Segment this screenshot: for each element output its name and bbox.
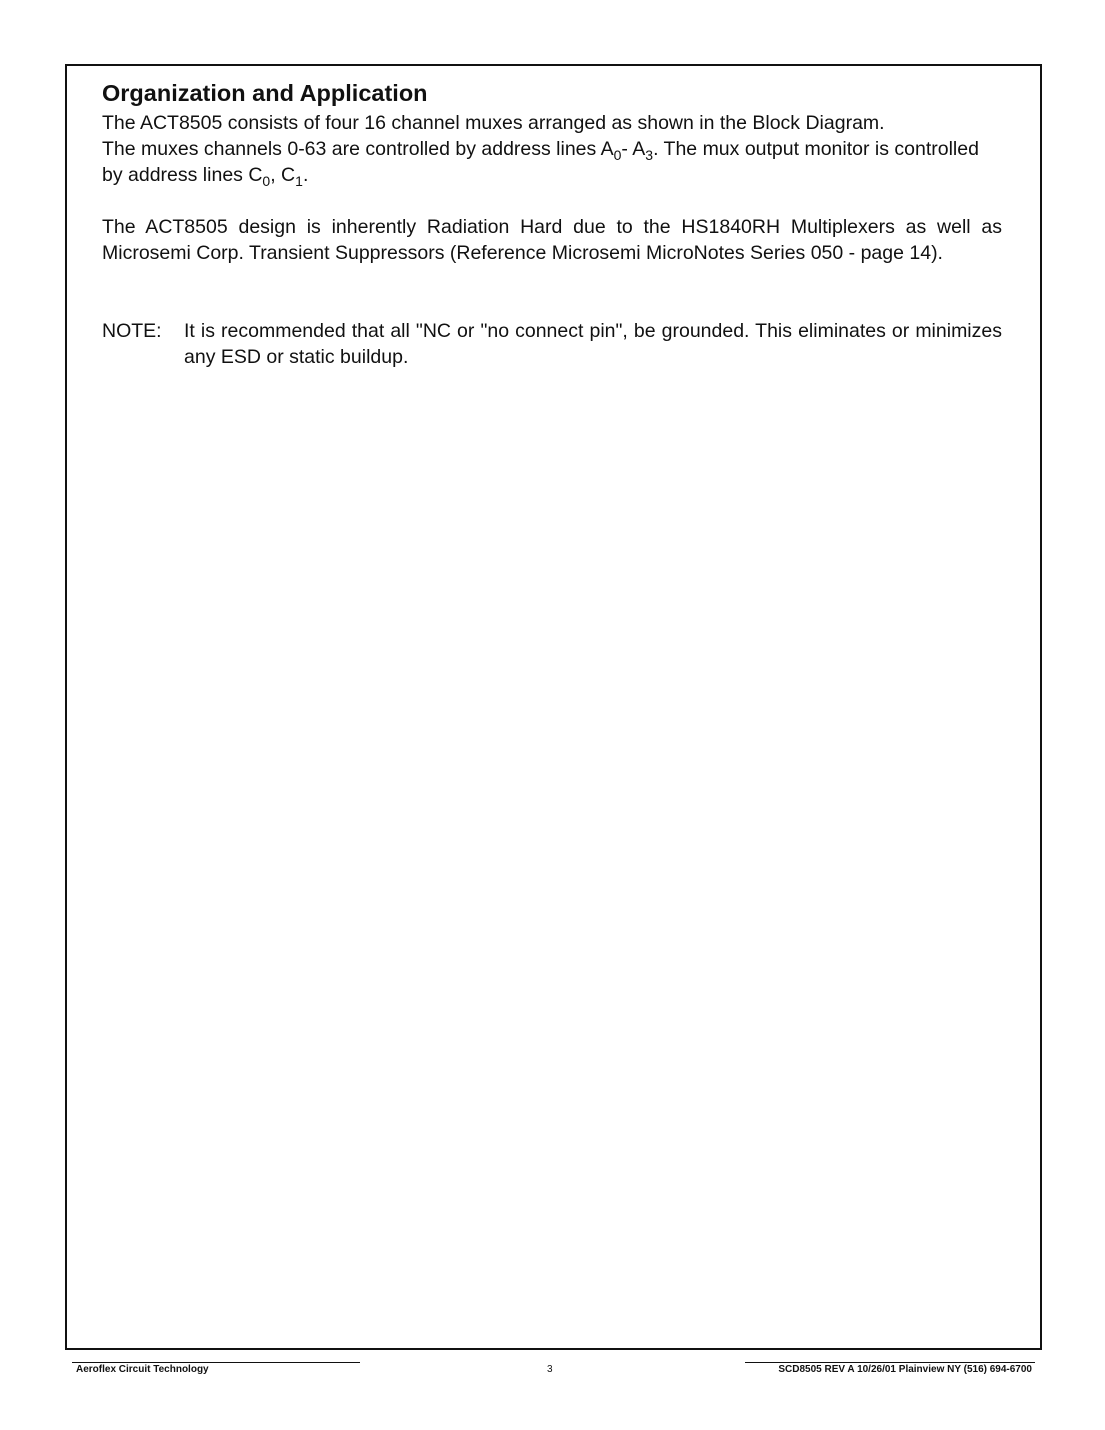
- text-run: .: [302, 164, 309, 186]
- footer-doc-info: SCD8505 REV A 10/26/01 Plainview NY (516) 694-6700: [778, 1364, 1032, 1375]
- paragraph-line: The ACT8505 consists of four 16 channel muxes arranged as shown in the Block Diagram.: [102, 112, 885, 134]
- footer-rule-left: [72, 1362, 360, 1363]
- page-content: [102, 78, 1002, 370]
- subscript: 3: [645, 147, 654, 163]
- text-run: - A: [621, 138, 646, 160]
- footer-page-number: 3: [547, 1364, 553, 1375]
- footer-rule-right: [745, 1362, 1035, 1363]
- text-run: The muxes channels 0-63 are controlled by address lines A: [102, 138, 614, 160]
- text-run: , C: [270, 164, 296, 186]
- subscript: 0: [613, 147, 622, 163]
- section-heading: Organization and Application: [102, 80, 428, 106]
- paragraph-text: [102, 138, 979, 189]
- subscript: 0: [262, 173, 271, 189]
- paragraph-radiation: The ACT8505 design is inherently Radiation Hard due to the HS1840RH Multiplexers as well as Microsemi Corp. Transient Suppressors (Reference Microsemi MicroNotes Series 050 - page 14).: [102, 216, 1002, 264]
- footer-company: Aeroflex Circuit Technology: [76, 1364, 209, 1375]
- note-label: NOTE:: [102, 320, 162, 342]
- paragraph-organization: [102, 110, 1002, 188]
- subscript: 1: [295, 173, 303, 189]
- note-text: It is recommended that all "NC or "no connect pin", be grounded. This eliminates or minimizes any ESD or static buildup.: [184, 320, 1002, 368]
- note-block: [102, 318, 1002, 370]
- text-run: . The mux output monitor is controlled by address lines C: [102, 138, 979, 186]
